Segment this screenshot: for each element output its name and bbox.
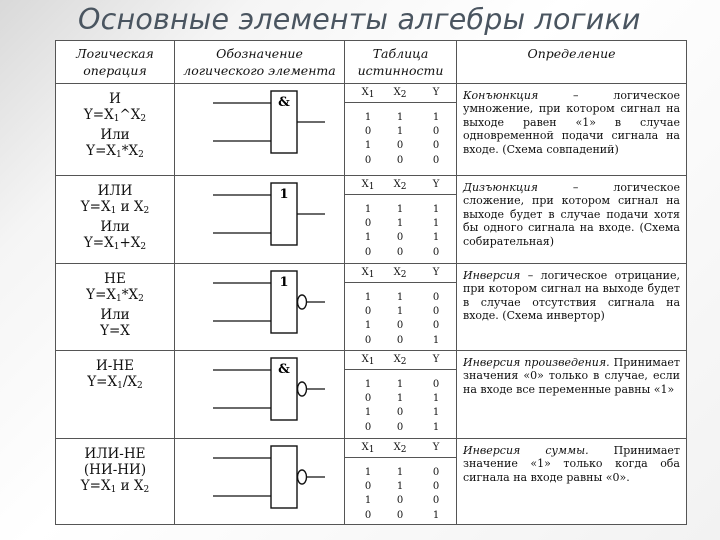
gate-symbol: & xyxy=(278,362,290,377)
truth-col-y: 0 0 0 1 xyxy=(432,292,440,346)
truth-header-x1: X1 xyxy=(361,179,375,192)
operation-cell xyxy=(56,175,174,263)
truth-col-x2: 1 1 0 0 xyxy=(396,292,404,346)
truth-col-x1: 1 0 1 0 xyxy=(364,379,372,433)
table-header xyxy=(56,41,686,84)
definition-cell xyxy=(456,83,686,175)
operation-line: Или xyxy=(100,219,130,235)
truth-header-x1: X1 xyxy=(361,87,375,100)
truth-header-y: Y xyxy=(432,442,440,453)
gate-symbol: 1 xyxy=(279,187,289,202)
operation-cell xyxy=(56,263,174,350)
operation-line: (НИ-НИ) xyxy=(83,462,147,478)
header-definition: Определение xyxy=(456,41,686,83)
truth-table-cell xyxy=(344,263,456,350)
truth-col-y: 1 0 0 0 xyxy=(432,112,440,166)
definition-cell xyxy=(456,175,686,263)
truth-table xyxy=(345,438,457,524)
truth-col-x2: 1 1 0 0 xyxy=(396,467,404,521)
truth-table xyxy=(345,175,457,263)
operation-line: $Y=X_1\^{}X_2$ xyxy=(83,107,147,124)
operation-cell xyxy=(56,438,174,524)
truth-table-cell xyxy=(344,83,456,175)
logic-gate-icon xyxy=(175,350,345,438)
truth-header-x2: X2 xyxy=(393,179,407,192)
operation-line: ИЛИ xyxy=(97,183,133,199)
truth-col-x1: 1 0 1 0 xyxy=(364,467,372,521)
table-row xyxy=(56,175,686,264)
truth-table xyxy=(345,263,457,350)
operation-line: $Y=X_1*X_2$ xyxy=(86,143,144,160)
operation-line: $Y=X_1*X_2$ xyxy=(86,287,144,304)
truth-table-cell xyxy=(344,175,456,263)
symbol-cell xyxy=(174,263,344,350)
operation-line: $Y=X_1+X_2$ xyxy=(83,235,147,252)
truth-col-x1: 1 0 1 0 xyxy=(364,204,372,258)
symbol-cell xyxy=(174,438,344,524)
operation-line: Y=X xyxy=(100,323,130,339)
definition-cell xyxy=(456,263,686,350)
symbol-cell xyxy=(174,175,344,263)
truth-col-x1: 1 0 1 0 xyxy=(364,292,372,346)
definition-text: – логическое сложение, при котором сигнал на выходе будет в случае подачи хотя бы одного сигнала на входе. (Схема собирательная) xyxy=(463,181,680,248)
operation-cell xyxy=(56,350,174,438)
symbol-cell xyxy=(174,83,344,175)
truth-col-x2: 1 1 0 0 xyxy=(396,112,404,166)
logic-gate-icon xyxy=(175,263,345,350)
operation-cell xyxy=(56,83,174,175)
logic-elements-table xyxy=(55,40,687,525)
truth-col-y: 0 1 1 1 xyxy=(432,379,440,433)
definition-cell xyxy=(456,438,686,524)
truth-header-y: Y xyxy=(432,179,440,190)
table-row xyxy=(56,263,686,351)
truth-col-y: 0 0 0 1 xyxy=(432,467,440,521)
truth-table xyxy=(345,350,457,438)
truth-col-x2: 1 1 0 0 xyxy=(396,204,404,258)
table-row xyxy=(56,350,686,439)
table-row xyxy=(56,83,686,176)
definition-term: Дизъюнкция xyxy=(463,181,538,194)
truth-table xyxy=(345,83,457,175)
operation-line: $Y=X_1$ и $X_2$ xyxy=(80,478,150,495)
truth-header-x1: X1 xyxy=(361,354,375,367)
definition-text: – логическое отрицание, при котором сигнал на выходе будет в случае отсутствия сигнала на входе. (Схема инвертор) xyxy=(463,269,680,323)
operation-line: $Y=X_1/X_2$ xyxy=(87,374,143,391)
truth-col-y: 1 1 1 0 xyxy=(432,204,440,258)
truth-table-cell xyxy=(344,438,456,524)
truth-header-x2: X2 xyxy=(393,442,407,455)
definition-cell xyxy=(456,350,686,438)
definition-text: Принимает значение «1» только когда оба сигнала на входе равны «0». xyxy=(463,444,680,484)
truth-header-y: Y xyxy=(432,87,440,98)
definition-term: Инверсия произведения. xyxy=(463,356,610,369)
truth-header-y: Y xyxy=(432,267,440,278)
page-title: Основные элементы алгебры логики xyxy=(78,3,641,36)
logic-gate-icon xyxy=(175,83,345,175)
truth-header-x2: X2 xyxy=(393,267,407,280)
truth-header-x1: X1 xyxy=(361,267,375,280)
logic-gate-icon xyxy=(175,175,345,263)
gate-symbol: & xyxy=(278,95,290,110)
truth-header-y: Y xyxy=(432,354,440,365)
definition-term: Конъюнкция xyxy=(463,89,539,102)
operation-line: И-НЕ xyxy=(96,358,134,374)
operation-line: Или xyxy=(100,127,130,143)
definition-text: – логическое умножение, при котором сигнал на выходе равен «1» в случае одновременной подачи сигнала на входе. (Схема совпадений) xyxy=(463,89,680,156)
operation-line: НЕ xyxy=(104,271,126,287)
truth-col-x2: 1 1 0 0 xyxy=(396,379,404,433)
header-operation: Логическая операция xyxy=(76,46,154,78)
operation-line: Или xyxy=(100,307,130,323)
definition-text: Принимает значения «0» только в случае, если на входе все переменные равны «1» xyxy=(463,356,680,396)
definition-term: Инверсия xyxy=(463,269,521,282)
table-row xyxy=(56,438,686,524)
definition-term: Инверсия суммы. xyxy=(463,444,589,457)
truth-col-x1: 1 0 1 0 xyxy=(364,112,372,166)
operation-line: И xyxy=(109,91,121,107)
truth-header-x2: X2 xyxy=(393,354,407,367)
symbol-cell xyxy=(174,350,344,438)
gate-symbol: 1 xyxy=(279,275,289,290)
header-truth-table: Таблица истинности xyxy=(344,41,456,83)
truth-table-cell xyxy=(344,350,456,438)
operation-line: $Y=X_1$ и $X_2$ xyxy=(80,199,150,216)
logic-gate-icon xyxy=(175,438,345,524)
truth-header-x1: X1 xyxy=(361,442,375,455)
truth-header-x2: X2 xyxy=(393,87,407,100)
operation-line: ИЛИ-НЕ xyxy=(84,446,146,462)
header-symbol: Обозначение логического элемента xyxy=(174,41,344,83)
